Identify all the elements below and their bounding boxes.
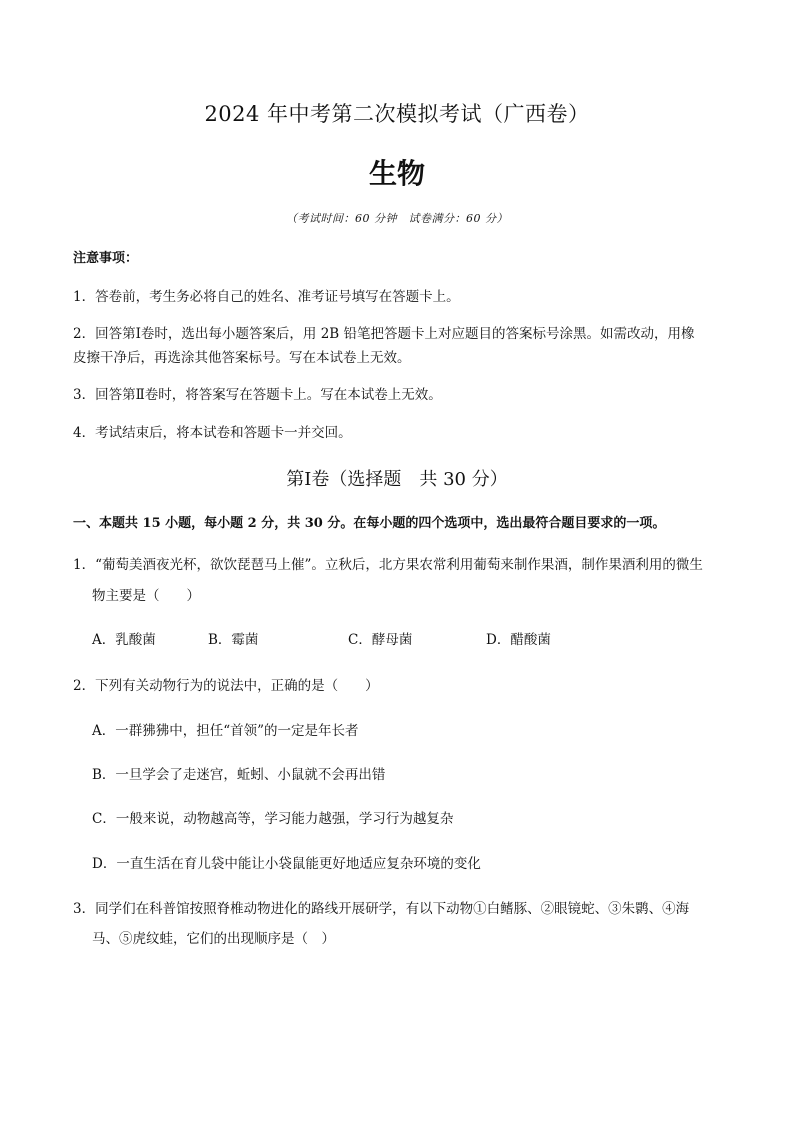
notice-item-2: 2．回答第Ⅰ卷时，选出每小题答案后，用 2B 铅笔把答题卡上对应题目的答案标号涂黑。如需改动，用橡 [73,326,695,342]
question-3-stem: 3．同学们在科普馆按照脊椎动物进化的路线开展研学，有以下动物①白鳍豚、②眼镜蛇、③朱鹮、④海 [73,901,690,917]
notice-item-2-continued: 皮擦干净后，再选涂其他答案标号。写在本试卷上无效。 [73,350,411,366]
question-1-option-c: C．酵母菌 [348,632,413,648]
notice-item-4: 4．考试结束后，将本试卷和答题卡一并交回。 [73,425,352,441]
exam-info: （考试时间：60 分钟 试卷满分：60 分） [286,212,508,225]
notice-item-1: 1．答卷前，考生务必将自己的姓名、准考证号填写在答题卡上。 [73,289,460,305]
subject-title: 生物 [368,157,425,190]
question-1-option-d: D．醋酸菌 [486,632,551,648]
question-2-option-c: C．一般来说，动物越高等，学习能力越强，学习行为越复杂 [92,811,454,827]
section-instructions: 一、本题共 15 小题，每小题 2 分，共 30 分。在每小题的四个选项中，选出最符合题目要求的一项。 [73,516,666,531]
question-2-option-d: D．一直生活在育儿袋中能让小袋鼠能更好地适应复杂环境的变化 [92,856,481,872]
question-1-stem: 1．“葡萄美酒夜光杯，欲饮琵琶马上催”。立秋后，北方果农常利用葡萄来制作果酒，制作果酒利用的微生 [73,557,703,573]
question-2-option-a: A．一群狒狒中，担任“首领”的一定是年长者 [92,723,359,739]
question-2-stem: 2．下列有关动物行为的说法中，正确的是（ ） [73,678,379,694]
question-1-stem-continued: 物主要是（ ） [92,588,200,604]
question-3-stem-continued: 马、⑤虎纹蛙，它们的出现顺序是（ ） [92,931,335,947]
notice-heading: 注意事项： [73,251,139,266]
notice-item-3: 3．回答第Ⅱ卷时，将答案写在答题卡上。写在本试卷上无效。 [73,387,442,403]
section-title: 第Ⅰ卷（选择题 共 30 分） [286,469,508,490]
question-2-option-b: B．一旦学会了走迷宫，蚯蚓、小鼠就不会再出错 [92,767,386,783]
question-1-option-b: B．霉菌 [208,632,259,648]
question-1-option-a: A．乳酸菌 [92,632,156,648]
exam-title: 2024 年中考第二次模拟考试（广西卷） [204,102,590,126]
